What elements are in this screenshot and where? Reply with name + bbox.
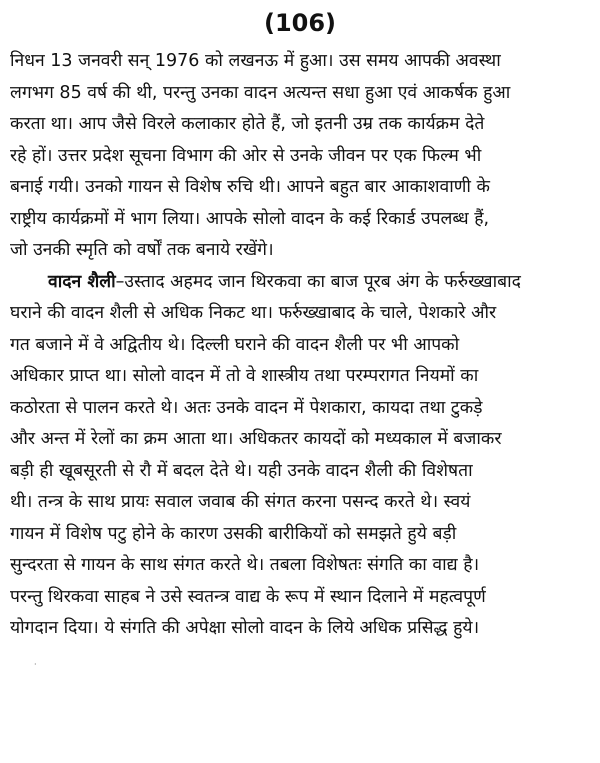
text-line: रहे हों। उत्तर प्रदेश सूचना विभाग की ओर से उनके जीवन पर एक फिल्म भी <box>10 145 482 166</box>
text-line-first <box>10 267 594 299</box>
body-text <box>10 46 594 645</box>
text-line: कठोरता से पालन करते थे। अतः उनके वादन में पेशकारा, कायदा तथा टुकड़े <box>10 397 483 418</box>
scan-speck: · <box>34 660 37 669</box>
text-line: करता था। आप जैसे विरले कलाकार होते हैं, जो इतनी उम्र तक कार्यक्रम देते <box>10 114 485 134</box>
text-line: लगभग 85 वर्ष की थी, परन्तु उनका वादन अत्यन्त सधा हुआ एवं आकर्षक हुआ <box>10 82 511 103</box>
text-line: राष्ट्रीय कार्यक्रमों में भाग लिया। आपके सोलो वादन के कई रिकार्ड उपलब्ध हैं, <box>10 208 490 229</box>
text-line: योगदान दिया। ये संगति की अपेक्षा सोलो वादन के लिये अधिक प्रसिद्ध हुये। <box>10 618 480 638</box>
text-line: और अन्त में रेलों का क्रम आता था। अधिकतर कायदों को मध्यकाल में बजाकर <box>10 429 502 449</box>
text-line: निधन 13 जनवरी सन् 1976 को लखनऊ में हुआ। उस समय आपकी अवस्था <box>10 51 501 71</box>
text-line: बनाई गयी। उनको गायन से विशेष रुचि थी। आपने बहुत बार आकाशवाणी के <box>10 177 490 197</box>
text-line: सुन्दरता से गायन के साथ संगत करते थे। तबला विशेषतः संगति का वाद्य है। <box>10 555 480 575</box>
text-line: गायन में विशेष पटु होने के कारण उसकी बारीकियों को समझते हुये बड़ी <box>10 523 457 544</box>
text-line: थी। तन्त्र के साथ प्रायः सवाल जवाब की संगत करना पसन्द करते थे। स्वयं <box>10 492 471 512</box>
text-line: अधिकार प्राप्त था। सोलो वादन में तो वे शास्त्रीय तथा परम्परागत नियमों का <box>10 366 479 386</box>
text-line: परन्तु थिरकवा साहब ने उसे स्वतन्त्र वाद्य के रूप में स्थान दिलाने में महत्वपूर्ण <box>10 586 486 607</box>
text-line: गत बजाने में वे अद्वितीय थे। दिल्ली घराने की वादन शैली पर भी आपको <box>10 334 460 355</box>
text-line: घराने की वादन शैली से अधिक निकट था। फर्रुख्खाबाद के चाले, पेशकारे और <box>10 303 497 323</box>
paragraph-2 <box>10 267 594 645</box>
text-line: बड़ी ही खूबसूरती से रौ में बदल देते थे। यही उनके वादन शैली की विशेषता <box>10 460 473 481</box>
section-heading: वादन शैली <box>48 271 116 292</box>
paragraph-1 <box>10 46 594 267</box>
page-number: (106) <box>263 9 337 37</box>
text-line-continuation: –उस्ताद अहमद जान थिरकवा का बाज पूरब अंग के फर्रुख्खाबाद <box>115 271 521 292</box>
text-line: जो उनकी स्मृति को वर्षों तक बनाये रखेंगे। <box>10 240 274 260</box>
